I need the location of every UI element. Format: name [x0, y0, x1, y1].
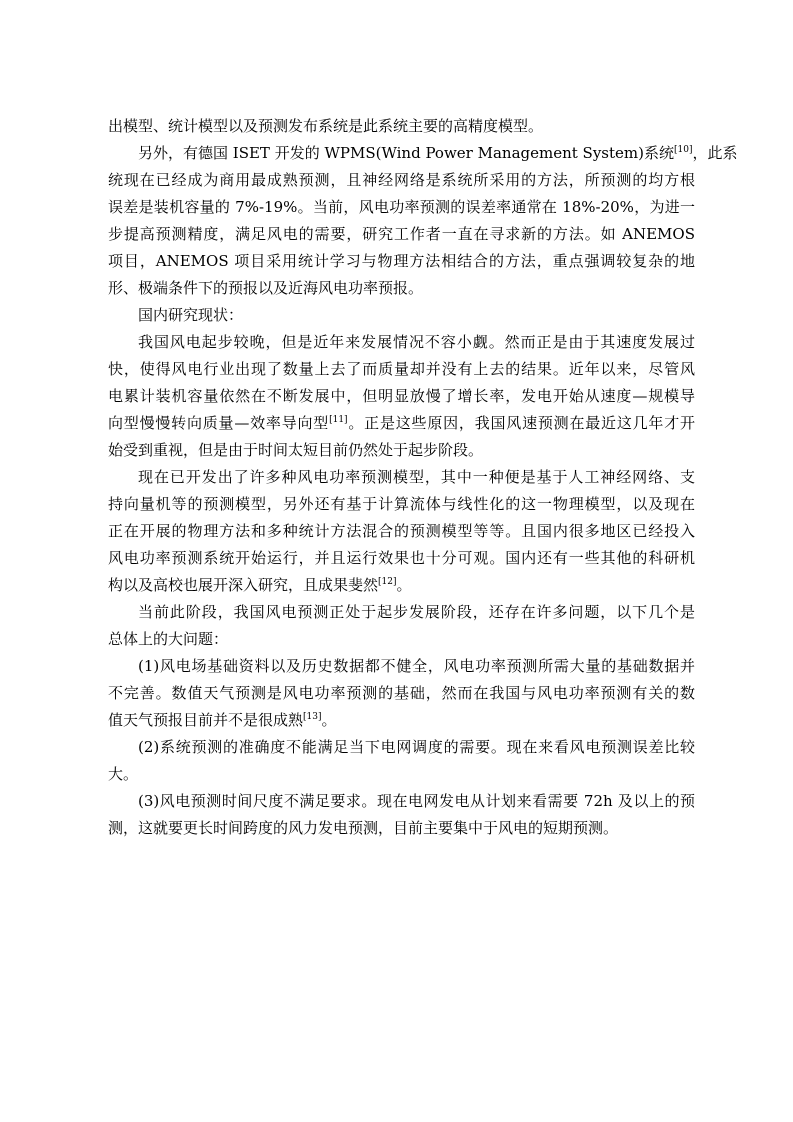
- paragraph: [108, 734, 695, 788]
- paragraph: [108, 140, 738, 302]
- line-text: 项目，ANEMOS 项目采用统计学习与物理方法相结合的方法，重点强调较复杂的地: [108, 252, 695, 270]
- line-text: 总体上的大问题：: [108, 630, 229, 648]
- text-line: [108, 221, 695, 248]
- line-text: 步提高预测精度，满足风电的需要，研究工作者一直在寻求新的方法。如 ANEMOS: [108, 225, 695, 243]
- paragraph: [108, 464, 695, 599]
- text-line: [108, 572, 695, 599]
- line-text: 统现在已经成为商用最成熟预测，且神经网络是系统所采用的方法，所预测的均方根: [108, 171, 695, 189]
- citation-superscript: [11]: [329, 415, 348, 425]
- document-body: [108, 113, 738, 842]
- line-text-tail: 。正是这些原因，我国风速预测在最近这几年才开: [347, 414, 695, 432]
- text-line: [108, 761, 695, 788]
- text-line: [108, 491, 695, 518]
- text-line: [108, 329, 695, 356]
- paragraph: [108, 302, 695, 329]
- line-text: 另外，有德国 ISET 开发的 WPMS(Wind Power Management System)系统: [138, 144, 674, 162]
- text-line: [108, 167, 695, 194]
- line-text: 持向量机等的预测模型，另外还有基于计算流体与线性化的这一物理模型，以及现在: [108, 495, 695, 513]
- text-line: [108, 113, 695, 140]
- line-text: 误差是装机容量的 7%-19%。当前，风电功率预测的误差率通常在 18%-20%，为进一: [108, 198, 695, 216]
- line-text: 国内研究现状：: [138, 306, 244, 324]
- line-text: 向型慢慢转向质量—效率导向型: [108, 414, 330, 432]
- line-text: 电累计装机容量依然在不断发展中，但明显放慢了增长率，发电开始从速度—规模导: [108, 387, 695, 405]
- line-text: 测，这就要更长时间跨度的风力发电预测，目前主要集中于风电的短期预测。: [108, 819, 619, 837]
- citation-superscript: [10]: [673, 145, 693, 155]
- text-line: [108, 734, 695, 761]
- text-line: [108, 383, 695, 410]
- text-line: [108, 599, 695, 626]
- line-text-tail: 。: [396, 576, 412, 594]
- text-line: [108, 194, 695, 221]
- line-text: 风电功率预测系统开始运行，并且运行效果也十分可观。国内还有一些其他的科研机: [108, 549, 695, 567]
- text-line: [108, 680, 695, 707]
- line-text: 现在已开发出了许多种风电功率预测模型，其中一种便是基于人工神经网络、支: [138, 468, 695, 486]
- paragraph: [108, 599, 695, 653]
- line-text: (3)风电预测时间尺度不满足要求。现在电网发电从计划来看需要 72h 及以上的预: [138, 792, 695, 810]
- line-text: 形、极端条件下的预报以及近海风电功率预报。: [108, 279, 424, 297]
- paragraph: [108, 653, 695, 734]
- text-line: [108, 437, 695, 464]
- paragraph: [108, 788, 695, 842]
- line-text: 快，使得风电行业出现了数量上去了而质量却并没有上去的结果。近年以来，尽管风: [108, 360, 695, 378]
- text-line: [108, 626, 695, 653]
- line-text: 值天气预报目前并不是很成熟: [108, 711, 304, 729]
- text-line: [108, 788, 695, 815]
- line-text: 当前此阶段，我国风电预测正处于起步发展阶段，还存在许多问题，以下几个是: [138, 603, 695, 621]
- text-line: [108, 815, 695, 842]
- text-line: [108, 707, 695, 734]
- text-line: [108, 248, 695, 275]
- citation-superscript: [13]: [303, 712, 322, 722]
- line-text: 始受到重视，但是由于时间太短目前仍然处于起步阶段。: [108, 441, 484, 459]
- line-text-tail: 。: [321, 711, 337, 729]
- line-text: 出模型、统计模型以及预测发布系统是此系统主要的高精度模型。: [108, 117, 544, 135]
- line-text: 不完善。数值天气预测是风电功率预测的基础，然而在我国与风电功率预测有关的数: [108, 684, 695, 702]
- text-line: [108, 464, 695, 491]
- paragraph: [108, 113, 695, 140]
- paragraph: [108, 329, 695, 464]
- text-line: [108, 653, 695, 680]
- line-text: 构以及高校也展开深入研究，且成果斐然: [108, 576, 379, 594]
- text-line: [108, 302, 695, 329]
- text-line: [108, 545, 695, 572]
- text-line: [108, 410, 695, 437]
- line-text: (2)系统预测的准确度不能满足当下电网调度的需要。现在来看风电预测误差比较: [138, 738, 695, 756]
- citation-superscript: [12]: [378, 577, 397, 587]
- line-text: (1)风电场基础资料以及历史数据都不健全，风电功率预测所需大量的基础数据并: [138, 657, 695, 675]
- text-line: [108, 356, 695, 383]
- line-text: 正在开展的物理方法和多种统计方法混合的预测模型等等。且国内很多地区已经投入: [108, 522, 695, 540]
- line-text: 我国风电起步较晚，但是近年来发展情况不容小觑。然而正是由于其速度发展过: [138, 333, 695, 351]
- line-text-tail: ，此系: [692, 144, 738, 162]
- line-text: 大。: [108, 765, 139, 783]
- text-line: [108, 140, 738, 167]
- text-line: [108, 518, 695, 545]
- text-line: [108, 275, 695, 302]
